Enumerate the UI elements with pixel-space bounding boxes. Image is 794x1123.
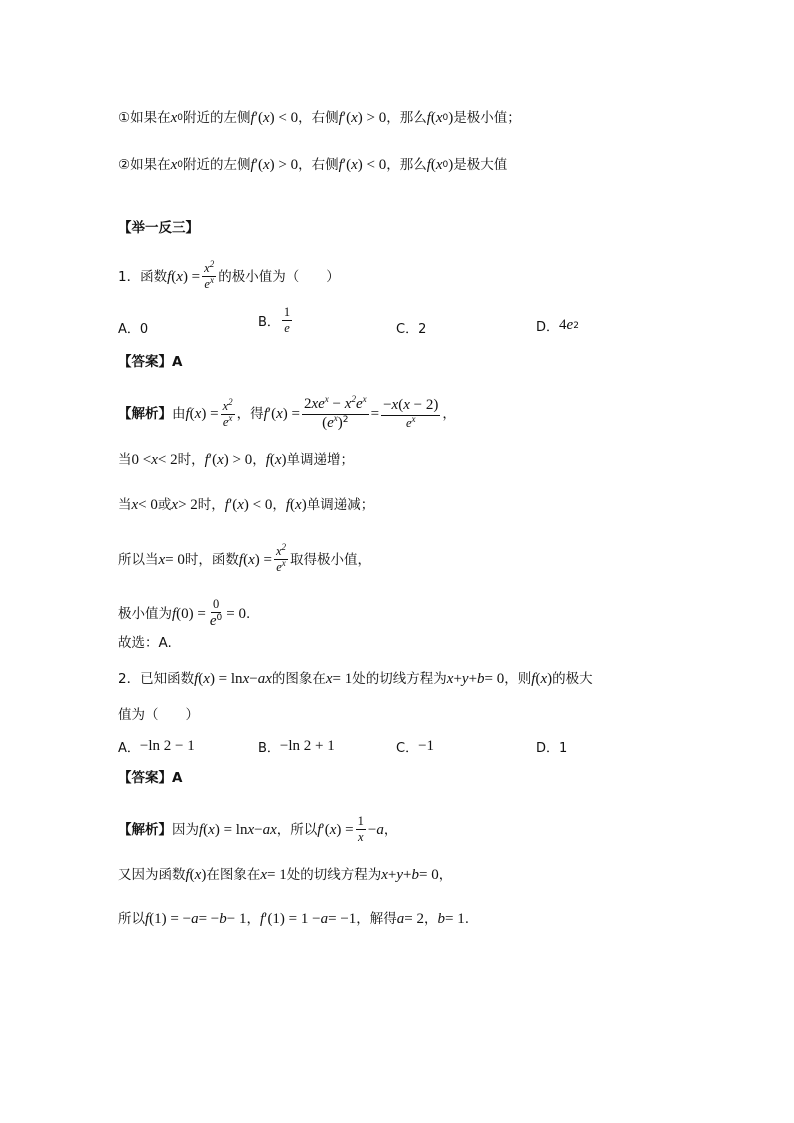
q1-answer: 【答案】A (118, 354, 183, 370)
q2-answer: 【答案】A (118, 770, 183, 786)
q1-option-d: D． 4 e 2 (536, 317, 579, 335)
q1-stem: 1．函数 f ( x ) = $\frac{x^2}{e^x}$ 的极小值为（ ） (118, 258, 340, 292)
section-heading: 【举一反三】 (118, 220, 199, 236)
q2-option-a: A． −ln 2 − 1 (118, 738, 195, 756)
q2-analysis-line-1: 【解析】 因为 f ( x ) = ln x − ax ，所以 f ′( x ) = $\frac{1}{x}$ − a ， (118, 814, 398, 845)
q1-analysis-line-1: 【解析】 由 f ( x ) = $\frac{x^2}{e^x}$ ，得 f ′( x ) = $\frac{2xe^x - x^2e^x}{(e^x)^2}$ = $\frac{-x(x - 2)}{e^x}$ ， (118, 394, 456, 431)
q1-option-c: C．2 (396, 322, 427, 337)
rule-1: ①如果在 x 0 附近的左侧 f ′( x ) < 0 ，右侧 f ′( x ) > 0 ，那么 f ( x 0 ) 是极小值； (118, 110, 521, 126)
q1-option-b: B． $\frac{1}{e}$ (258, 305, 291, 336)
q1-option-a: A．0 (118, 322, 149, 337)
q2-option-d: D．1 (536, 741, 568, 756)
q1-analysis-line-2: 当 0 < x < 2 时， f ′( x ) > 0 ， f ( x ) 单调递增； (118, 452, 355, 468)
q2-analysis-line-2: 又因为函数 f ( x ) 在图象在 x = 1 处的切线方程为 x + y + b = 0 ， (118, 867, 453, 883)
q1-analysis-line-5: 极小值为 f (0) = $\frac{0}{e^0}$ = 0 . (118, 597, 251, 630)
q1-analysis-line-4: 所以当 x = 0 时，函数 f ( x ) = $\frac{x^2}{e^x}$ 取得极小值， (118, 541, 372, 575)
q2-stem-line-1: 2．已知函数 f ( x ) = ln x − ax 的图象在 x = 1 处的切线方程为 x + y + b = 0 ，则 f ( x ) 的极大 (118, 671, 593, 687)
q2-option-c: C． −1 (396, 738, 435, 756)
q2-analysis-line-3: 所以 f (1) = − a = − b − 1 ， f ′(1) = 1 − a = −1 ，解得 a = 2 ， b = 1 . (118, 911, 470, 927)
q1-analysis-line-3: 当 x < 0 或 x > 2 时， f ′( x ) < 0 ， f ( x ) 单调递减； (118, 497, 375, 513)
rule-2: ②如果在 x 0 附近的左侧 f ′( x ) > 0 ，右侧 f ′( x ) < 0 ，那么 f ( x 0 ) 是极大值 (118, 157, 508, 173)
q2-stem-line-2: 值为（ ） (118, 707, 199, 723)
q1-choose: 故选：A. (118, 635, 172, 651)
q2-option-b: B． −ln 2 + 1 (258, 738, 335, 756)
